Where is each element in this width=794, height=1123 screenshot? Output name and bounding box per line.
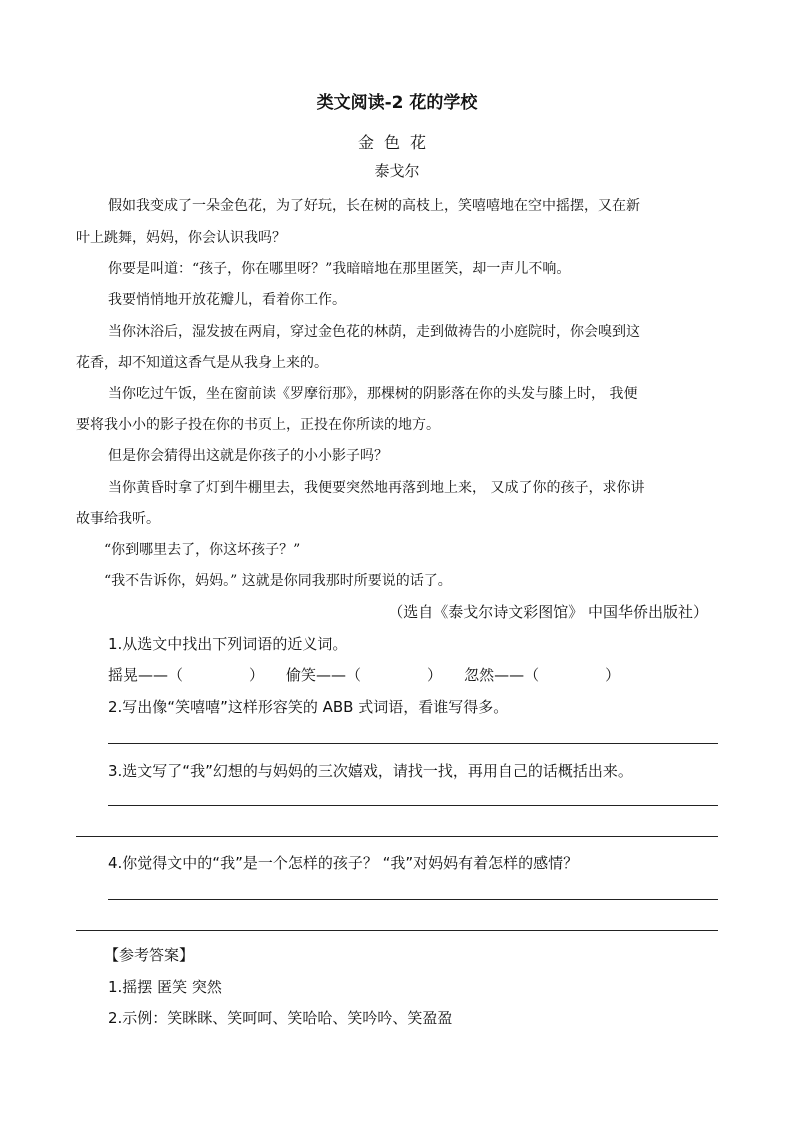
paragraph-4-line-2: 花香，却不知道这香气是从我身上来的。	[76, 355, 328, 371]
question-1-items	[108, 664, 620, 685]
paragraph-8: “你到哪里去了，你这坏孩子？”	[104, 542, 301, 558]
question-2: 2.写出像“笑嘻嘻”这样形容笑的 ABB 式词语，看谁写得多。	[108, 698, 509, 716]
paragraph-3: 我要悄悄地开放花瓣儿，看着你工作。	[108, 292, 346, 308]
paragraph-9: “我不告诉你，妈妈。” 这就是你同我那时所要说的话了。	[104, 573, 452, 589]
answer-1: 1.摇摆 匿笑 突然	[108, 978, 222, 996]
source-citation: （选自《泰戈尔诗文彩图馆》 中国华侨出版社）	[388, 603, 708, 621]
page-title: 类文阅读-2 花的学校	[316, 93, 478, 113]
question-3: 3.选文写了“我”幻想的与妈妈的三次嬉戏，请找一找，再用自己的话概括出来。	[108, 762, 633, 780]
q1-item-3-open: 忽然——（	[464, 666, 540, 684]
paragraph-7-line-2: 故事给我听。	[76, 511, 160, 527]
paragraph-5-line-1: 当你吃过午饭，坐在窗前读《罗摩衍那》，那棵树的阴影落在你的头发与膝上时， 我便	[108, 386, 638, 402]
answer-line-q3-1[interactable]	[108, 805, 718, 806]
q1-item-2-open: 偷笑——（	[286, 666, 362, 684]
q1-item-1-open: 摇晃——（	[108, 666, 184, 684]
paragraph-1-line-2: 叶上跳舞，妈妈，你会认识我吗？	[76, 230, 286, 246]
question-1: 1.从选文中找出下列词语的近义词。	[108, 635, 348, 653]
answer-line-q4-2[interactable]	[76, 930, 718, 931]
answer-line-q3-2[interactable]	[76, 836, 718, 837]
paragraph-5-line-2: 要将我小小的影子投在你的书页上，正投在你所读的地方。	[76, 417, 440, 433]
answer-2: 2.示例：笑眯眯、笑呵呵、笑哈哈、笑吟吟、笑盈盈	[108, 1009, 453, 1027]
q1-item-1-close: ）	[249, 666, 265, 684]
author: 泰戈尔	[374, 162, 420, 180]
paragraph-4-line-1: 当你沐浴后，湿发披在两肩，穿过金色花的林荫，走到做祷告的小庭院时，你会嗅到这	[108, 324, 640, 340]
answer-line-q4-1[interactable]	[108, 899, 718, 900]
answer-header: 【参考答案】	[104, 946, 195, 964]
paragraph-7-line-1: 当你黄昏时拿了灯到牛棚里去，我便要突然地再落到地上来， 又成了你的孩子，求你讲	[108, 480, 645, 496]
paragraph-2: 你要是叫道：“孩子，你在哪里呀？”我暗暗地在那里匿笑，却一声儿不响。	[108, 261, 571, 277]
paragraph-6: 但是你会猜得出这就是你孩子的小小影子吗？	[108, 448, 388, 464]
answer-line-q2[interactable]	[108, 743, 718, 744]
paragraph-1-line-1: 假如我变成了一朵金色花，为了好玩，长在树的高枝上，笑嘻嘻地在空中摇摆，又在新	[108, 198, 640, 214]
poem-title: 金色花	[357, 133, 436, 152]
question-4: 4.你觉得文中的“我”是一个怎样的孩子？ “我”对妈妈有着怎样的感情？	[108, 854, 579, 872]
q1-item-2-close: ）	[427, 666, 443, 684]
q1-item-3-close: ）	[605, 666, 621, 684]
